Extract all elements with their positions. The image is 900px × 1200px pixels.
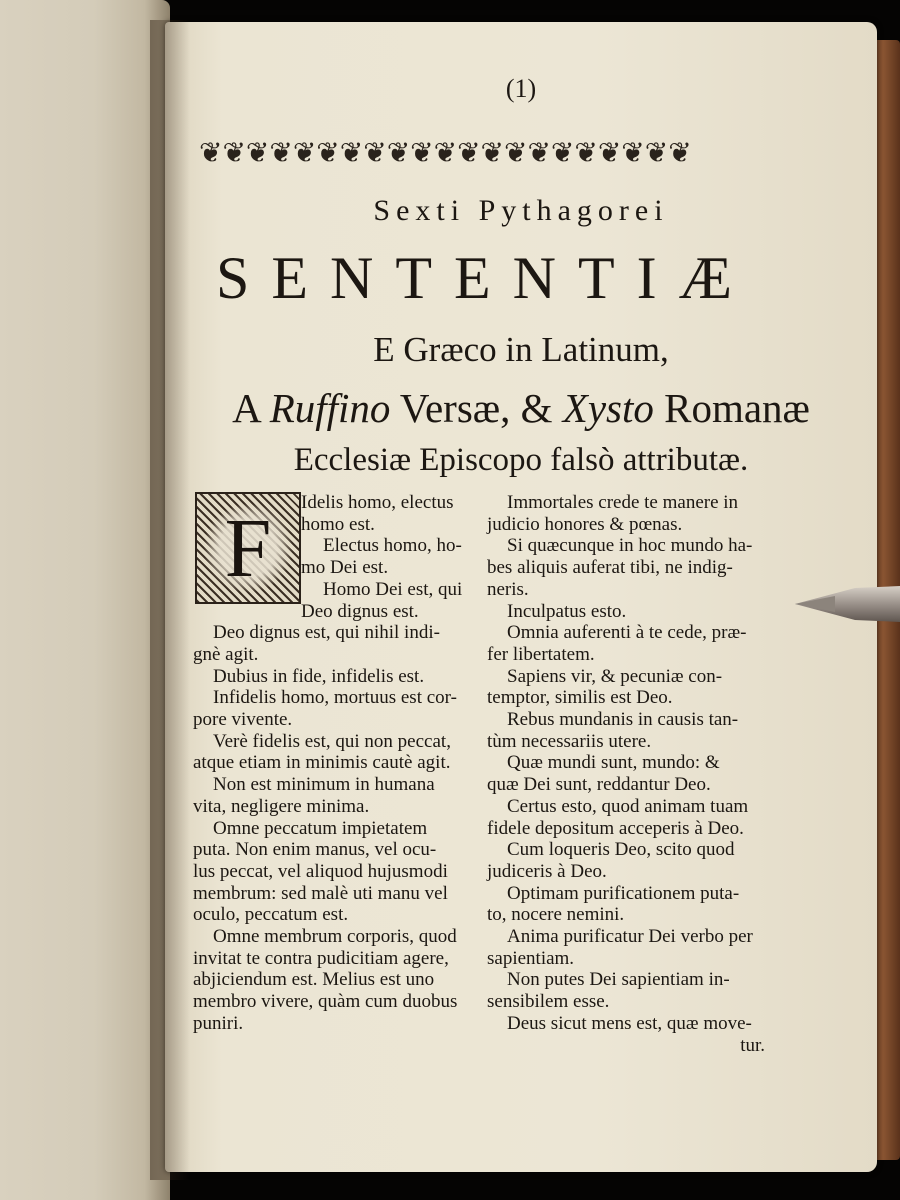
text-line: mo Dei est. xyxy=(301,557,389,579)
text-line: membro vivere, quàm cum duobus xyxy=(193,991,458,1013)
gutter-shadow xyxy=(150,20,190,1180)
pencil-pointer xyxy=(795,582,900,626)
text-line: Deo dignus est. xyxy=(301,600,419,622)
text-line: vita, negligere minima. xyxy=(193,795,370,817)
text-line: abjiciendum est. Melius est uno xyxy=(193,969,435,991)
text-line: Electus homo, ho- xyxy=(323,535,462,557)
text-line: lus peccat, vel aliquod hujusmodi xyxy=(193,860,448,882)
text-line: gnè agit. xyxy=(193,643,259,665)
text-line: sensibilem esse. xyxy=(487,991,610,1013)
drop-cap-letter: F xyxy=(197,494,299,602)
title-line-1: Sexti Pythagorei xyxy=(373,194,669,227)
text-line: Idelis homo, electus xyxy=(301,492,454,513)
text-line: Optimam purificationem puta- xyxy=(507,882,740,904)
text-line: Non est minimum in humana xyxy=(213,774,435,796)
text-line: Quæ mundi sunt, mundo: & xyxy=(507,752,720,774)
title-line-2: SENTENTIÆ xyxy=(216,245,754,311)
text-line: Certus esto, quod animam tuam xyxy=(507,795,749,817)
text-line: Verè fidelis est, qui non peccat, xyxy=(213,730,451,752)
text-line: atque etiam in minimis cautè agit. xyxy=(193,752,451,774)
text-line: Si quæcunque in hoc mundo ha- xyxy=(507,535,753,557)
text-line: quæ Dei sunt, reddantur Deo. xyxy=(487,774,711,796)
text-line: fer libertatem. xyxy=(487,643,595,665)
text-line: membrum: sed malè uti manu vel xyxy=(193,882,448,904)
text-line: Non putes Dei sapientiam in- xyxy=(507,969,730,991)
text-line: Deo dignus est, qui nihil indi- xyxy=(213,622,440,644)
text-line: oculo, peccatum est. xyxy=(193,904,349,926)
text-line: bes aliquis auferat tibi, ne indig- xyxy=(487,557,733,579)
title-line-5: Ecclesiæ Episcopo falsò attributæ. xyxy=(293,442,749,478)
ornamental-border: ❦❦❦❦❦❦❦❦❦❦❦❦❦❦❦❦❦❦❦❦❦ xyxy=(199,136,692,169)
title-line-4 xyxy=(165,384,877,432)
text-line: Rebus mundanis in causis tan- xyxy=(507,709,739,731)
text-line: temptor, similis est Deo. xyxy=(487,687,673,709)
text-line: Immortales crede te manere in xyxy=(507,492,739,513)
text-line: tur. xyxy=(740,1034,765,1056)
title-line-4-b: Ruffino xyxy=(269,385,391,431)
page-number: (1) xyxy=(505,74,537,103)
text-line: neris. xyxy=(487,578,529,600)
text-line: homo est. xyxy=(301,513,375,535)
left-facing-page xyxy=(0,0,170,1200)
text-line: Omnia auferenti à te cede, præ- xyxy=(507,622,747,644)
text-line: tùm necessariis utere. xyxy=(487,730,652,752)
title-line-4-e: Romanæ xyxy=(664,385,810,431)
title-line-4-d: Xysto xyxy=(562,385,654,431)
title-line-4-a: A xyxy=(232,385,260,431)
text-line: to, nocere nemini. xyxy=(487,904,625,926)
text-line: Inculpatus esto. xyxy=(507,600,627,622)
text-line: fidele depositum acceperis à Deo. xyxy=(487,817,744,839)
text-line: puta. Non enim manus, vel ocu- xyxy=(193,839,437,861)
left-text-column xyxy=(193,492,483,1035)
text-line: Deus sicut mens est, quæ move- xyxy=(507,1012,752,1034)
book-page xyxy=(165,22,877,1172)
text-line: judiceris à Deo. xyxy=(487,860,607,882)
right-text-column xyxy=(487,492,765,1056)
text-line: Omne peccatum impietatem xyxy=(213,817,428,839)
text-line: invitat te contra pudicitiam agere, xyxy=(193,947,449,969)
text-line: Cum loqueris Deo, scito quod xyxy=(507,839,735,861)
text-line: Anima purificatur Dei verbo per xyxy=(507,926,753,948)
text-line: sapientiam. xyxy=(487,947,575,969)
text-line: judicio honores & pœnas. xyxy=(487,513,683,535)
text-line: Omne membrum corporis, quod xyxy=(213,926,457,948)
text-line: Dubius in fide, infidelis est. xyxy=(213,665,425,687)
text-line: Sapiens vir, & pecuniæ con- xyxy=(507,665,723,687)
text-line: Infidelis homo, mortuus est cor- xyxy=(213,687,457,709)
text-line: pore vivente. xyxy=(193,709,293,731)
title-line-4-c: Versæ, & xyxy=(399,385,553,431)
text-line: Homo Dei est, qui xyxy=(323,578,463,600)
text-line: puniri. xyxy=(193,1012,244,1034)
title-line-3: E Græco in Latinum, xyxy=(373,330,669,369)
